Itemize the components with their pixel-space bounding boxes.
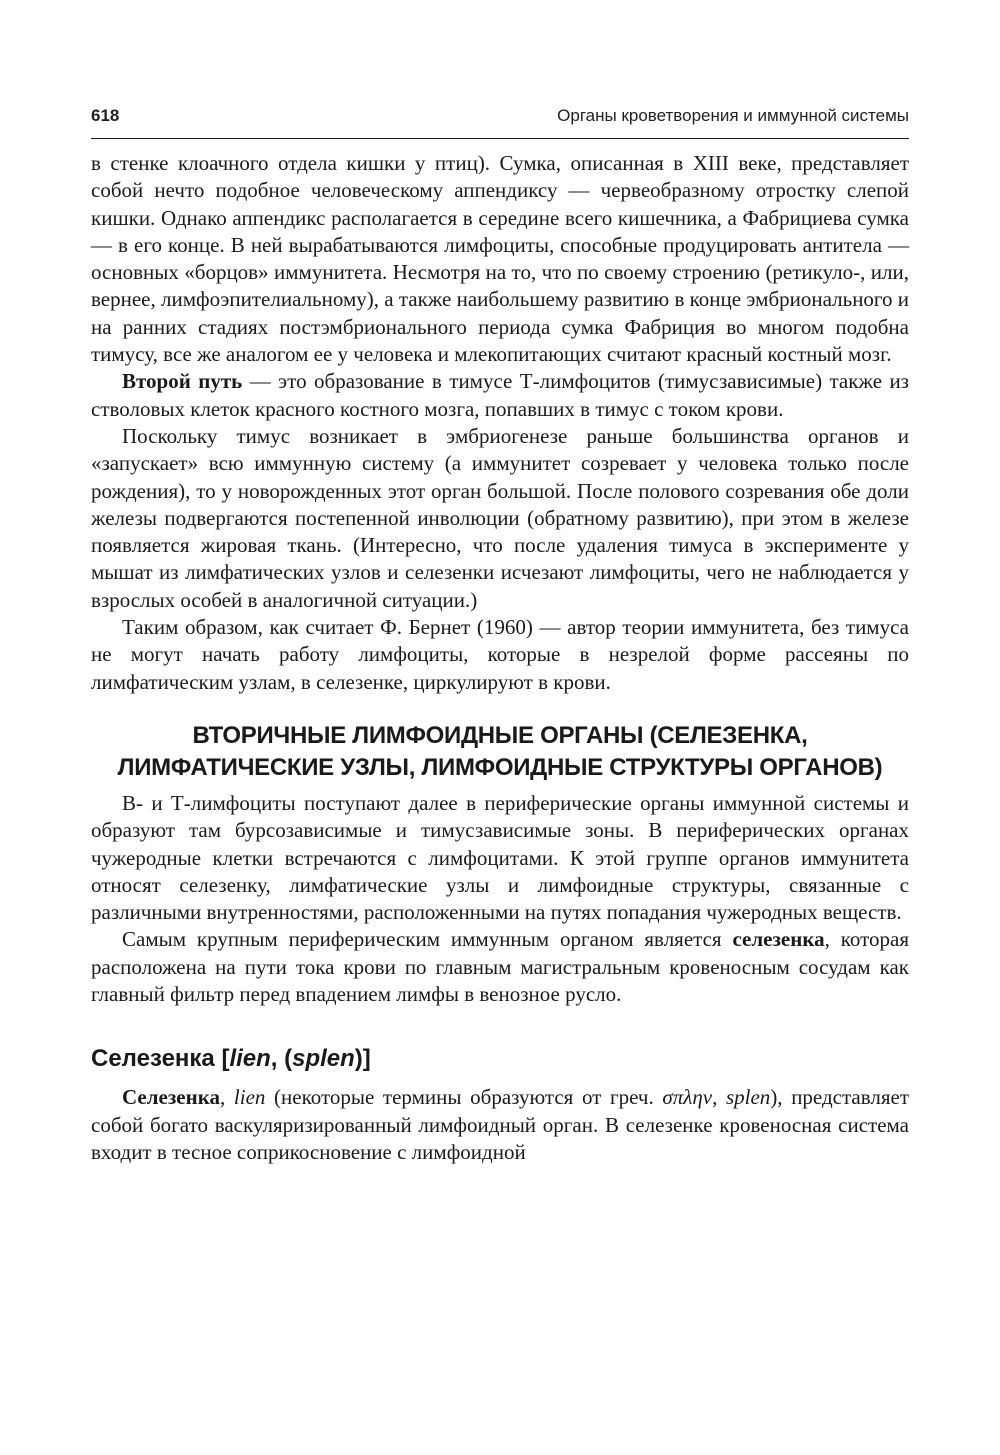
paragraph-7	[91, 1084, 909, 1166]
page-number: 618	[91, 106, 120, 125]
bracket-close: )]	[354, 1045, 371, 1073]
paragraph-5: В- и Т-лимфоциты поступают далее в периферические органы иммунной системы и образуют там бурсозависимые и тимусзависимые зоны. В периферических органах чужеродные клетки встречаются с лимфоцитами. К этой группе органов иммунитета относят селезенку, лимфатические узлы и лимфоидные структуры, связанные с различными внутренностями, расположенными на путях попадания чужеродных веществ.	[91, 790, 909, 925]
section-heading-line-2: ЛИМФАТИЧЕСКИЕ УЗЛЫ, ЛИМФОИДНЫЕ СТРУКТУРЫ ОРГАНОВ)	[117, 753, 883, 781]
bold-term: Селезенка	[122, 1085, 220, 1110]
page-header	[91, 104, 909, 139]
subsection-heading	[91, 1044, 909, 1074]
separator: ,	[220, 1085, 234, 1110]
paragraph-3: Поскольку тимус возникает в эмбриогенезе раньше большинства органов и «запускает» всю иммунную систему (а иммунитет созревает у человека только после рождения), то у новорожденных этот орган большой. После полового созревания обе доли железы подвергаются постепенной инволюции (обратному развитию), при этом в железе появляется жировая ткань. (Интересно, что после удаления тимуса в эксперименте у мышат из лимфатических узлов и селезенки исчезают лимфоциты, чего не наблюдается у взрослых особей в аналогичной ситуации.)	[91, 423, 909, 612]
paragraph-6	[91, 926, 909, 1008]
paragraph-text: (некоторые термины образуются от греч.	[265, 1085, 663, 1110]
section-heading	[91, 720, 909, 784]
paragraph-4: Таким образом, как считает Ф. Бернет (1960) — автор теории иммунитета, без тимуса не могут начать работу лимфоциты, которые в незрелой форме рассеяны по лимфатическим узлам, в селезенке, циркулируют в крови.	[91, 615, 909, 694]
bold-term: селезенка	[732, 927, 825, 952]
paragraph-text: ), представляет собой богато васкуляризированный лимфоидный орган. В селезенке кровеносная система входит в тесное соприкосновение с лимфоидной	[91, 1085, 910, 1164]
paragraph-text: — это образование в тимусе Т-лимфоцитов (тимусзависимые) также из стволовых клеток красного костного мозга, попавших в тимус с током крови.	[91, 369, 909, 421]
paragraph-text: , которая расположена на пути тока крови по главным магистральным кровеносным сосудам как главный фильтр перед впадением лимфы в венозное русло.	[91, 927, 909, 1007]
section-heading-line-1: ВТОРИЧНЫЕ ЛИМФОИДНЫЕ ОРГАНЫ (СЕЛЕЗЕНКА,	[192, 721, 808, 749]
page-body	[91, 150, 909, 1166]
latin-term: lien	[229, 1045, 271, 1073]
latin-term: splen	[292, 1045, 355, 1073]
paragraph-2	[91, 368, 909, 423]
paragraph-text: Самым крупным периферическим иммунным органом является	[122, 927, 733, 952]
separator: , (	[270, 1045, 293, 1073]
greek-term: σπλην, splen	[662, 1085, 771, 1110]
running-title: Органы кроветворения и иммунной системы	[557, 106, 909, 125]
bold-term: Второй путь	[122, 369, 243, 394]
paragraph-1: в стенке клоачного отдела кишки у птиц). Сумка, описанная в XIII веке, представляет собой нечто подобное человеческому аппендиксу — червеобразному отростку слепой кишки. Однако аппендикс располагается в середине всего кишечника, а Фабрициева сумка — в его конце. В ней вырабатываются лимфоциты, способные продуцировать антитела — основных «борцов» иммунитета. Несмотря на то, что по своему строению (ретикуло-, или, вернее, лимфоэпителиальному), а также наибольшему развитию в конце эмбрионального и на ранних стадиях постэмбрионального периода сумка Фабриция во многом подобна тимусу, все же аналогом ее у человека и млекопитающих считают красный костный мозг.	[91, 151, 910, 367]
subsection-title: Селезенка [	[91, 1045, 230, 1073]
latin-term: lien	[233, 1085, 266, 1110]
